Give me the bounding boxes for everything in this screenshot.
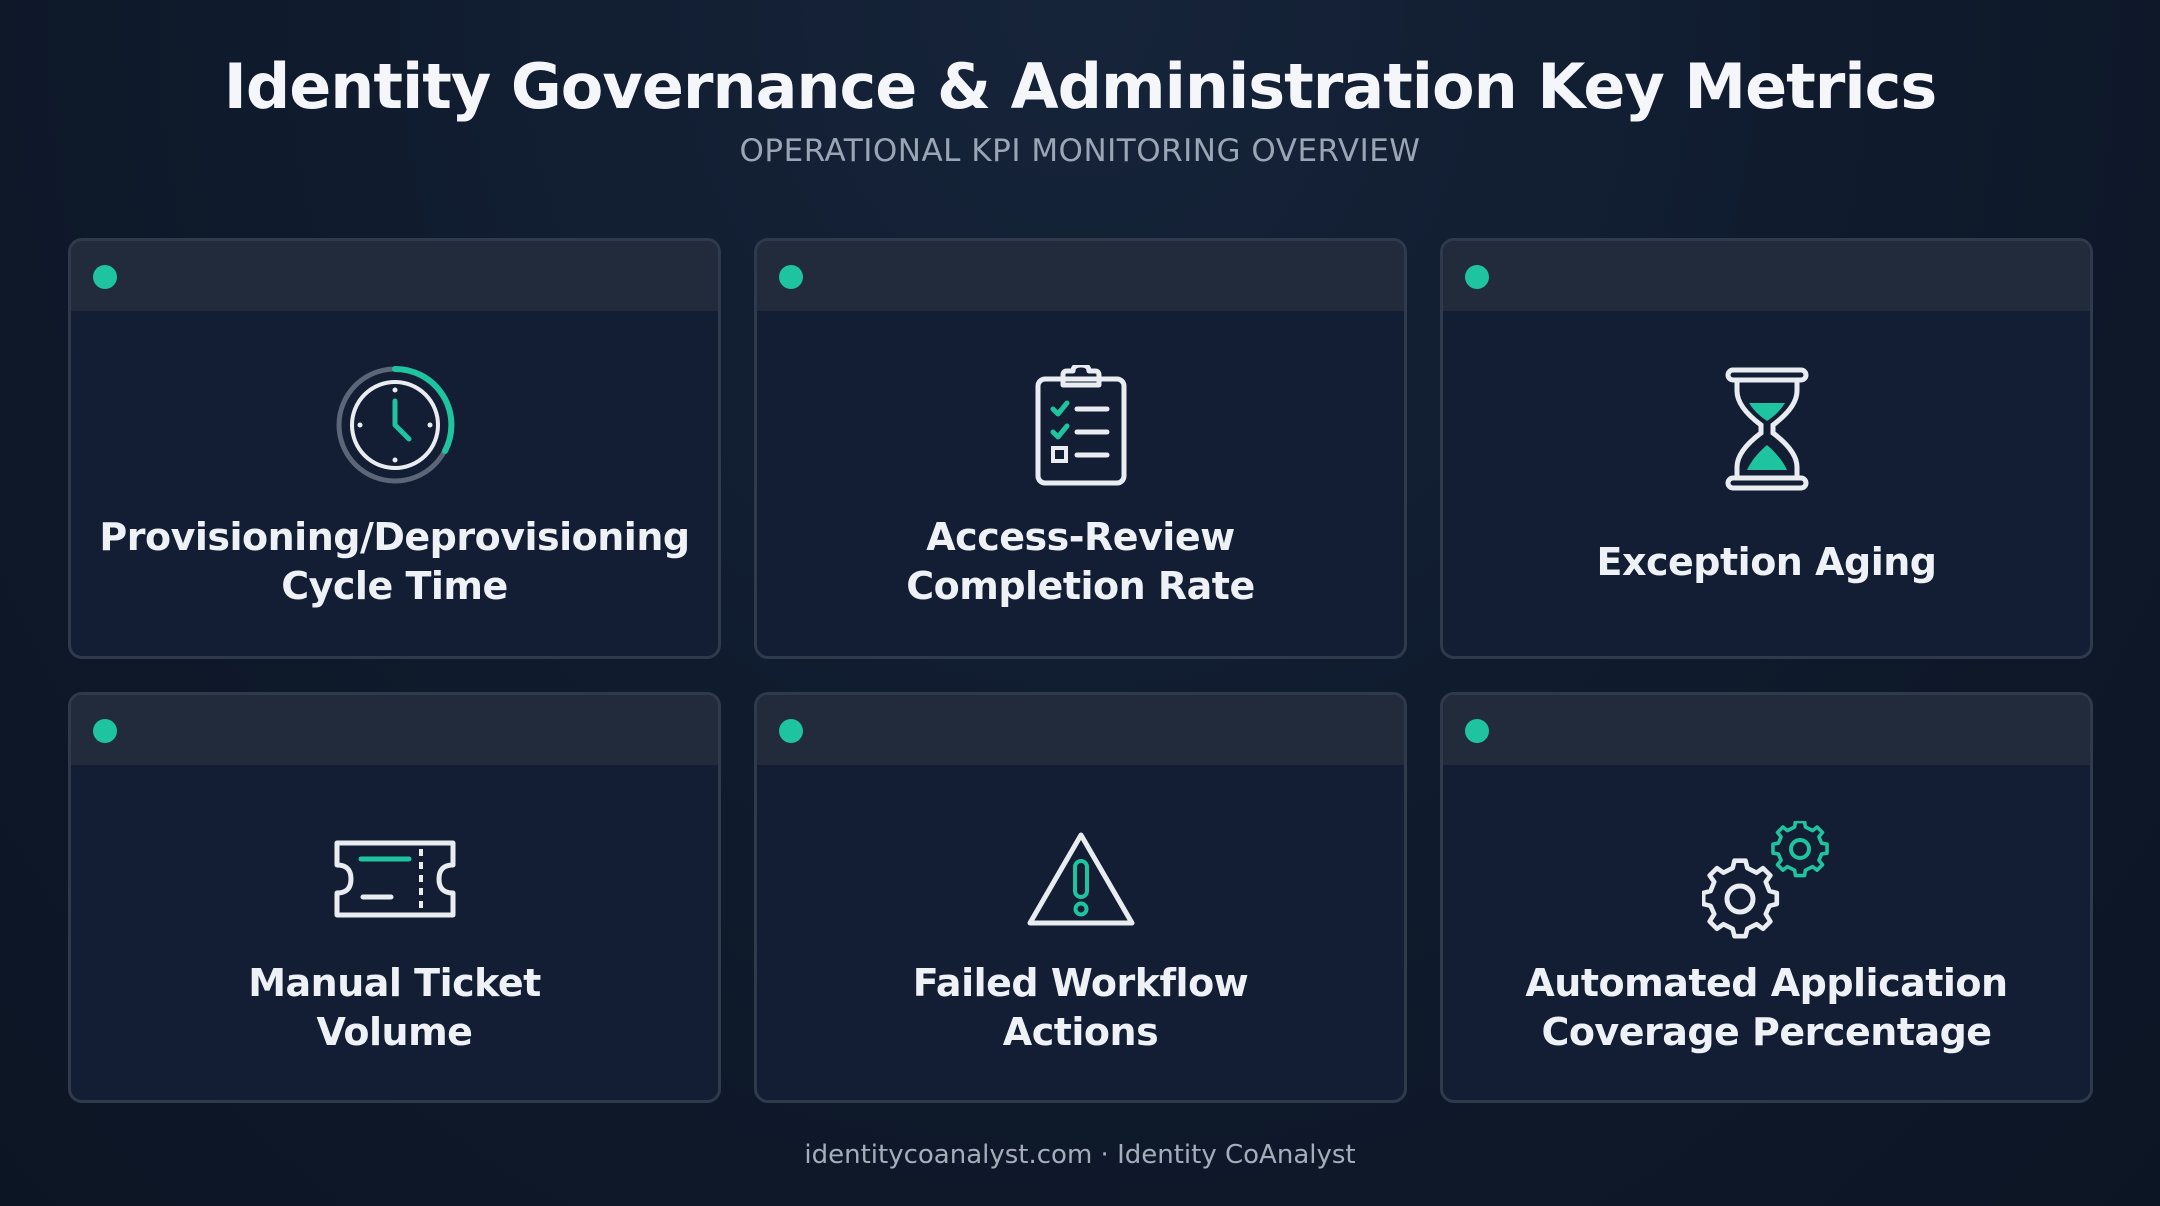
status-dot	[93, 265, 117, 289]
card-header	[1443, 241, 2090, 311]
card-label: Access-Review Completion Rate	[906, 515, 1255, 608]
hourglass-icon	[1725, 367, 1809, 491]
page-title: Identity Governance & Administration Key Metrics	[223, 50, 1937, 123]
metrics-grid	[68, 238, 2092, 1103]
metric-card-automated-coverage	[1440, 692, 2093, 1103]
clock-icon	[333, 363, 457, 487]
card-header	[1443, 695, 2090, 765]
card-header	[757, 695, 1404, 765]
status-dot	[779, 719, 803, 743]
gears-icon	[1702, 821, 1832, 941]
page-subtitle: OPERATIONAL KPI MONITORING OVERVIEW	[739, 133, 1421, 169]
metric-card-failed-workflow	[754, 692, 1407, 1103]
status-dot	[779, 265, 803, 289]
ticket-icon	[333, 839, 457, 919]
footer-credit: identitycoanalyst.com · Identity CoAnalyst	[804, 1140, 1356, 1170]
card-header	[71, 695, 718, 765]
metric-card-access-review	[754, 238, 1407, 659]
card-label: Automated Application Coverage Percentage	[1525, 961, 2008, 1054]
card-header	[71, 241, 718, 311]
clipboard-checklist-icon	[1033, 365, 1129, 489]
metric-card-cycle-time	[68, 238, 721, 659]
status-dot	[1465, 719, 1489, 743]
card-label: Provisioning/Deprovisioning Cycle Time	[99, 515, 690, 608]
status-dot	[93, 719, 117, 743]
card-label: Failed Workflow Actions	[912, 961, 1249, 1054]
card-label: Manual Ticket Volume	[248, 961, 541, 1054]
warning-triangle-icon	[1024, 829, 1138, 929]
metric-card-exception-aging	[1440, 238, 2093, 659]
card-header	[757, 241, 1404, 311]
status-dot	[1465, 265, 1489, 289]
metric-card-manual-ticket	[68, 692, 721, 1103]
card-label: Exception Aging	[1596, 540, 1937, 584]
